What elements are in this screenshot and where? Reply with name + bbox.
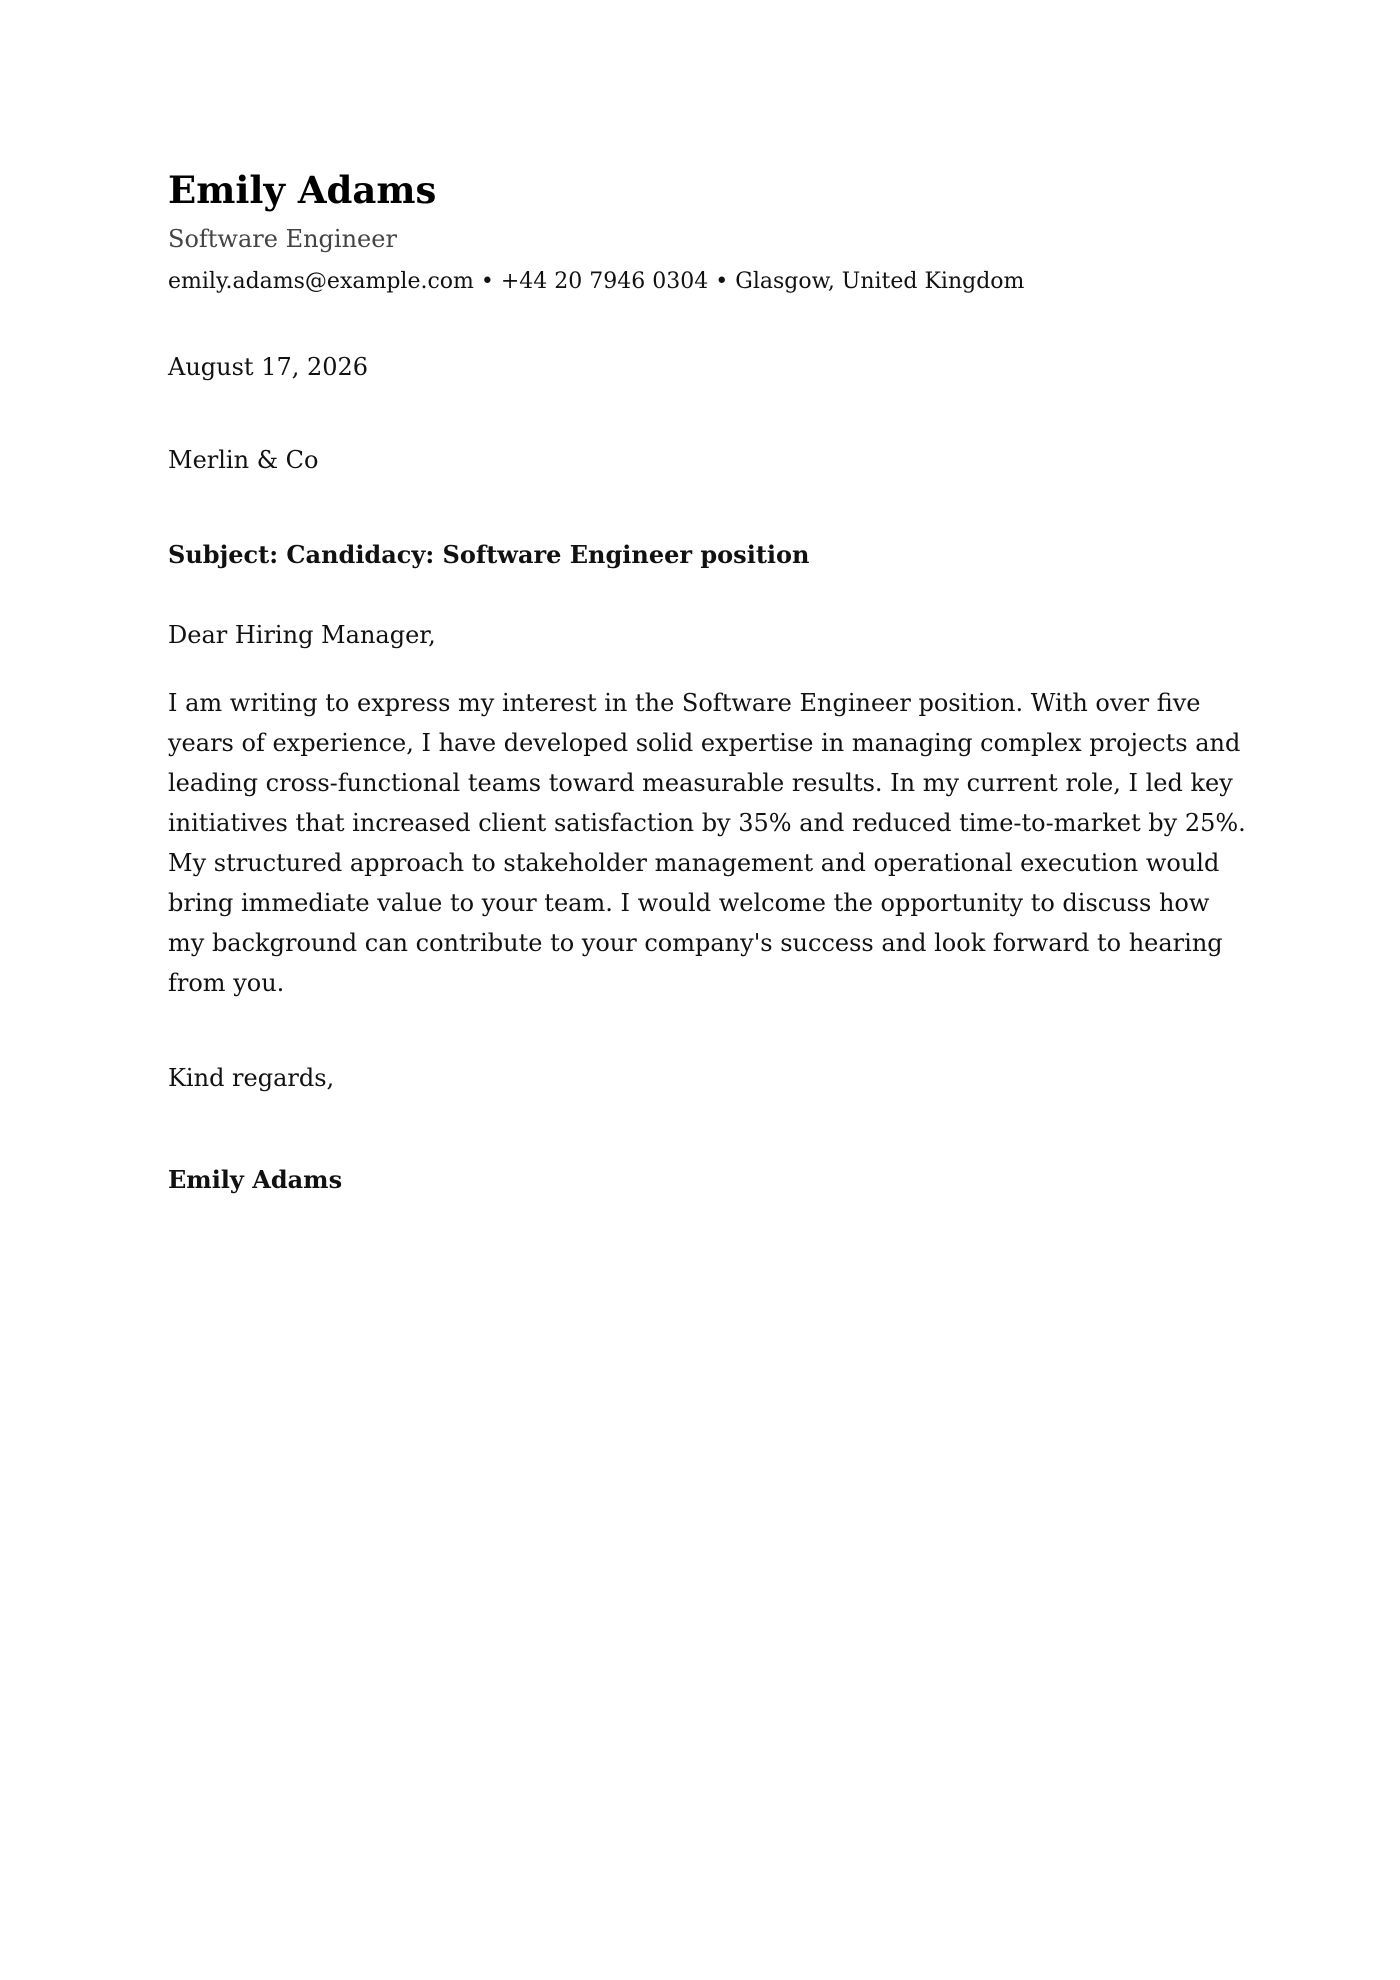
cover-letter	[168, 168, 1248, 1195]
letter-subject: Subject: Candidacy: Software Engineer position	[168, 539, 810, 569]
closing: Kind regards,	[168, 1063, 335, 1092]
sender-name: Emily Adams	[168, 168, 437, 212]
contact-location: Glasgow, United Kingdom	[735, 268, 1025, 294]
salutation: Dear Hiring Manager,	[168, 620, 436, 649]
recipient-company: Merlin & Co	[168, 446, 319, 475]
letter-body: I am writing to express my interest in the Software Engineer position. With over five years of experience, I have developed solid expertise in managing complex projects and leading cross-functional teams toward measurable results. In my current role, I led key initiatives that increased client satisfaction by 35% and reduced time-to-market by 25%. My structured approach to stakeholder management and operational execution would bring immediate value to your team. I would welcome the opportunity to discuss how my background can contribute to your company's success and look forward to hearing from you.	[168, 688, 1246, 997]
sender-role: Software Engineer	[168, 225, 397, 254]
contact-phone: +44 20 7946 0304	[500, 268, 709, 294]
contact-email: emily.adams@example.com	[168, 268, 474, 294]
signature: Emily Adams	[168, 1165, 343, 1195]
contact-line	[168, 268, 1248, 297]
contact-separator: •	[480, 268, 494, 294]
letter-date: August 17, 2026	[168, 353, 369, 382]
contact-separator: •	[715, 268, 729, 294]
